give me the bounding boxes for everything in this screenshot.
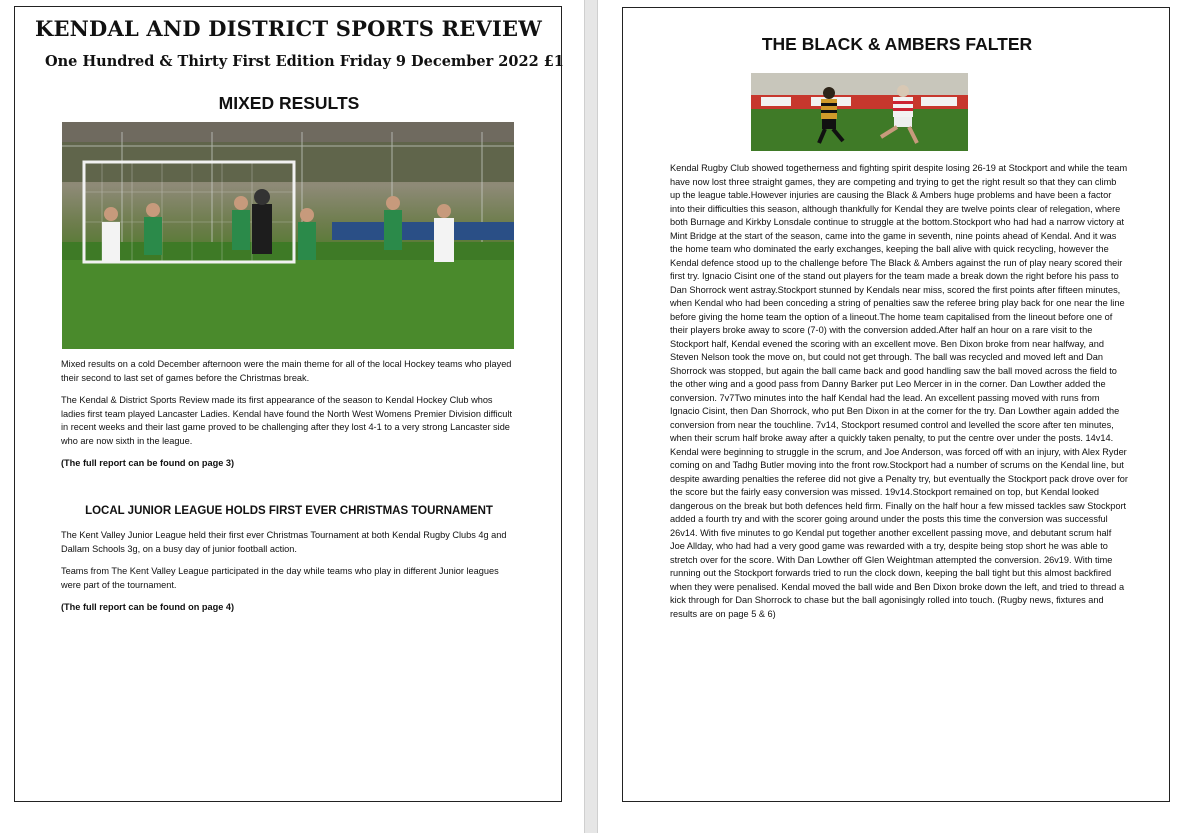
junior-league-paragraph: Teams from The Kent Valley League participated in the day while teams who play in different Junior leagues were part of the tournament. — [61, 566, 499, 590]
junior-league-headline: LOCAL JUNIOR LEAGUE HOLDS FIRST EVER CHRISTMAS TOURNAMENT — [85, 505, 493, 517]
hockey-match-photo — [62, 122, 514, 349]
hockey-photo-illustration — [62, 122, 514, 349]
mixed-results-paragraph: The Kendal & District Sports Review made its first appearance of the season to Kendal Hockey Club whos ladies first team played Lancaster Ladies. Kendal have found the North West Womens Premier Division difficult in recent weeks and their last game proved to be challenging after they lost 4-1 to a very strong Lancaster side who are now sixth in the league. — [61, 395, 512, 446]
masthead-title: KENDAL AND DISTRICT SPORTS REVIEW — [35, 16, 543, 41]
junior-league-paragraph: The Kent Valley Junior League held their first ever Christmas Tournament at both Kendal Rugby Clubs 4g and Dallam Schools 3g, on a busy day of junior football action. — [61, 530, 507, 554]
right-page — [622, 7, 1170, 802]
mixed-results-page-note: (The full report can be found on page 3) — [61, 458, 235, 468]
left-page — [14, 6, 562, 802]
mixed-results-body — [61, 358, 513, 480]
junior-league-body — [61, 529, 516, 624]
junior-league-page-note: (The full report can be found on page 4) — [61, 602, 235, 612]
mixed-results-paragraph: Mixed results on a cold December afternoon were the main theme for all of the local Hockey teams who played their second to last set of games before the Christmas break. — [61, 359, 512, 383]
page-gutter — [584, 0, 598, 833]
mixed-results-headline: MIXED RESULTS — [218, 93, 360, 113]
black-ambers-headline: THE BLACK & AMBERS FALTER — [761, 34, 1033, 54]
rugby-article-body — [670, 162, 1128, 630]
rugby-article-paragraph: Kendal Rugby Club showed togetherness and fighting spirit despite losing 26-19 at Stockport and while the team have now lost three straight games, they are competing and trying to get the right result so that they can climb up the league table.However injuries are causing the Black & Ambers huge problems and have been a factor into their difficulties this season, although thankfully for Kendal they are twelve points clear of relegation, where both Burnage and Kirkby Lonsdale continue to struggle at the bottom.Stockport who had had a narrow victory at Mint Bridge at the start of the season, came into the game in seventh, nine points ahead of Kendal. And it was the home team who dominated the early exchanges, keeping the ball alive with quick recycling, however the Kendal defence stood up to the challenge before The Black & Ambers against the run of play neary scored their first try. Ignacio Cisint one of the stand out players for the team made a break down the right before his pass to Dan Shorrock went astray.Stockport stunned by Kendals near miss, scored the first points after fifteen minutes, when Kendal who had been conceding a string of penalties saw the referee bring play back for one near the line before giving the home team the option of a lineout.The home team capitalised from the lineout before one of their players broke away to score (7-0) with the conversion added.After half an hour on a rare visit to the Stockport half, Kendal evened the scoring with an excellent move. Ben Dixon broke from near halfway, and Steven Nelson took the move on, but could not get through. The ball was recycled and moved left and Dan Shorrock was stopped, but again the ball came back and good handling saw the ball moved across the field to the other wing and a good pass from Danny Barker put Leo Mercer in in the corner. Dan Lowther added the conversion. 7v7Two minutes into the half Kendal had the lead. An excellent passing moved with runs from Ignacio Cisint, then Dan Shorrock, who put Ben Dixon in at the corner for the try. Dan Lowther again added the conversion from near the touchline. 7v14, Stockport resumed control and levelled the score after ten minutes, when their scrum half broke away after a quickly taken penalty, to put the centre over under the posts. 14v14. Kendal were beginning to struggle in the scrum, and Joe Anderson, was forced off with an injury, with Alex Ryder coming on and Tadhg Butler moving into the front row.Stockport had a number of scrums on the Kendal line, but despite awarding penalties the referee did not give a Penalty try, but eventually the Stockport pack drove over for the score but the fairly easy conversion was missed. 19v14.Stockport remained on top, but Kendal looked dangerous on the break but both defences held firm. Finally on the half hour a few missed tackles saw Stockport added a fourth try and with the scorer going around under the posts this time the conversion was successful 26v14. With five minutes to go Kendal put together another excellent passing move, and debutant scrum half Joe Allday, who had had a very good game was rewarded with a try, despite being stop short he was able to stretch over for the score. With Dan Lowther off Glen Weightman attempted the conversion. 26v19. With time running out the Stockport forwards tried to run the clock down, keeping the ball tight but this almost backfired when they were penalised. Kendal moved the ball wide and Ben Dixon broke down the left, and tried to thread a kick through for Dan Shorrock to chase but the ball agonisingly rolled into touch. (Rugby news, fixtures and results are on page 5 & 6) — [670, 163, 1128, 619]
rugby-match-photo — [751, 73, 968, 151]
edition-line: One Hundred & Thirty First Edition Friday 9 December 2022 £1 — [45, 53, 564, 70]
rugby-photo-illustration — [751, 73, 968, 151]
